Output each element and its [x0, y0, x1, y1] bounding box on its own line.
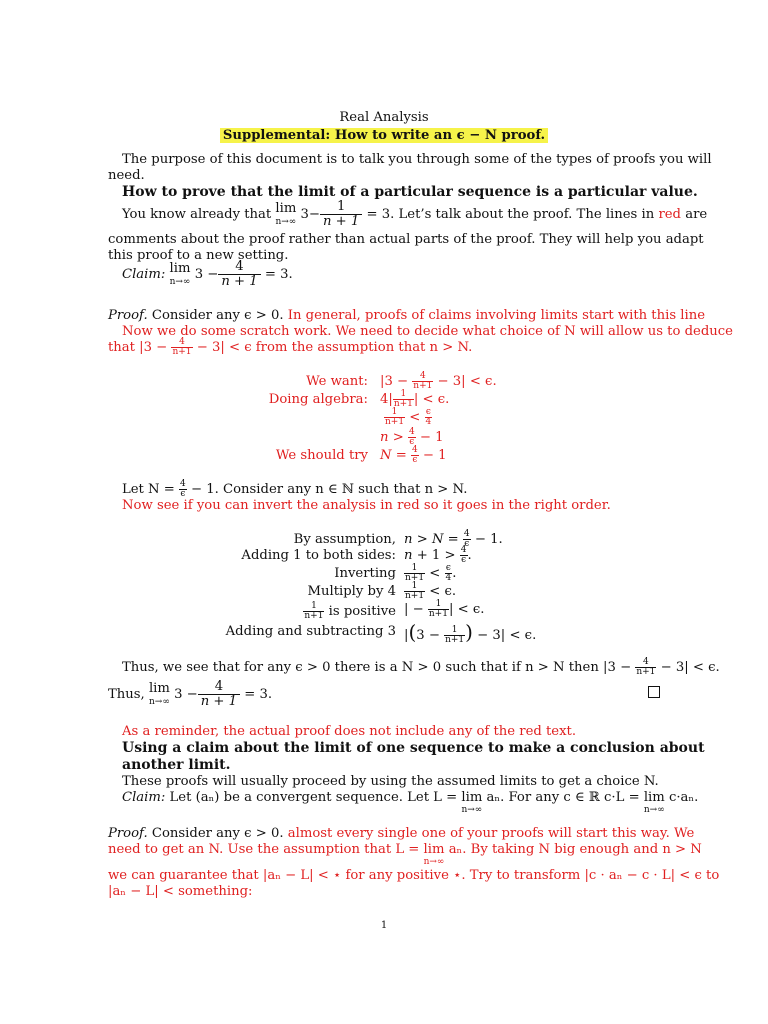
p1-mid: = 3. Let’s talk about the proof. The lines in	[366, 207, 655, 222]
proof-2-red2-start: need to get an N. Use the assumption that L =	[108, 842, 420, 857]
scratch-label-try: We should try	[275, 448, 368, 463]
step-value-1: n > N = $\frac{4}{\epsilon}$ − 1.	[404, 529, 503, 549]
red3-end: − 3| < ϵ from the assumption that n > N.	[196, 340, 473, 355]
conclusion-line-1	[122, 658, 720, 677]
fraction-4-over-n-plus-1: $\frac{4}{n + 1}$	[198, 680, 240, 709]
claim-2-label: Claim:	[122, 790, 166, 805]
document-title: Real Analysis	[339, 110, 429, 125]
section1-paragraph-line-2: comments about the proof rather than actual parts of the proof. They will help you adapt	[108, 232, 704, 247]
step-label-1: By assumption,	[293, 532, 396, 547]
step-label-5: $\frac{1}{n+1}$ is positive	[304, 601, 396, 621]
section2-heading-line-1: Using a claim about the limit of one sequence to make a conclusion about	[122, 740, 705, 756]
limit-notation: lim n→∞	[275, 201, 297, 227]
scratch-value-algebra: 4| $\frac{1}{n+1}$ | < ϵ.	[380, 389, 450, 409]
conclusion-start: Thus, we see that for any ϵ > 0 there is a N > 0 such that if n > N then |3 −	[122, 660, 632, 675]
small-fraction-4-over-n-plus-1: $\frac{4}{n+1}$	[636, 657, 656, 677]
proof-2-line-1	[108, 826, 694, 842]
fraction-4-over-n-plus-1: $\frac{4}{n + 1}$	[218, 260, 260, 289]
section1-paragraph-line-1: You know already that lim n→∞ 3− $\frac{1}{n + 1}$ = 3. Let’s talk about the proof. The lines in red are	[122, 199, 708, 229]
proof-1-red-comment: In general, proofs of claims involving limits start with this line	[287, 308, 706, 323]
proof-1-text: Consider any ϵ > 0.	[151, 308, 284, 323]
p1-start: You know already that	[122, 207, 272, 222]
scratch-value-invert: $\frac{1}{n+1}$ < $\frac{\epsilon}{4}$	[385, 407, 432, 427]
scratch-value-n-bound: n > $\frac{4}{\epsilon}$ − 1	[380, 427, 444, 447]
step-label-3: Inverting	[334, 566, 396, 581]
small-fraction-4-over-n-plus-1: $\frac{4}{n+1}$	[172, 337, 192, 357]
step-value-5: | − $\frac{1}{n+1}$ | < ϵ.	[404, 599, 485, 619]
document-subtitle	[0, 128, 768, 144]
subtitle-highlight: Supplemental: How to write an ϵ − N proof.	[220, 128, 548, 143]
proof-2-label: Proof.	[108, 826, 148, 841]
limit-notation: lim n→∞	[643, 790, 665, 815]
step-value-2: n + 1 > $\frac{4}{\epsilon}$ .	[404, 545, 472, 565]
page-number: 1	[380, 920, 388, 931]
section1-heading: How to prove that the limit of a particular sequence is a particular value.	[122, 184, 698, 200]
step-label-2: Adding 1 to both sides:	[241, 548, 396, 563]
small-fraction-4-over-epsilon: $\frac{4}{\epsilon}$	[180, 479, 186, 499]
p1-red-word: red	[658, 207, 681, 222]
section1-paragraph-line-3: this proof to a new setting.	[108, 248, 289, 263]
claim-2-mid: aₙ. For any c ∈ ℝ c·L =	[486, 790, 640, 805]
claim-1-label: Claim:	[122, 267, 166, 282]
let-n-red-comment: Now see if you can invert the analysis in red so it goes in the right order.	[122, 498, 611, 513]
fraction-1-over-n-plus-1: $\frac{1}{n + 1}$	[320, 200, 362, 229]
claim-1-tail: = 3.	[264, 267, 293, 282]
proof-1-label: Proof.	[108, 308, 148, 323]
conclusion-line-2: Thus, lim n→∞ 3 − $\frac{4}{n + 1}$ = 3.	[108, 679, 273, 709]
step-label-5-text: is positive	[328, 604, 396, 619]
red3-start: that |3 −	[108, 340, 168, 355]
conclusion-thus: Thus,	[108, 687, 145, 702]
claim-1: Claim: lim n→∞ 3 − $\frac{4}{n + 1}$ = 3.	[122, 259, 293, 289]
qed-box-icon	[648, 686, 660, 703]
let-n-line	[122, 480, 467, 499]
conclusion-tail: = 3.	[244, 687, 273, 702]
claim-2	[122, 790, 698, 815]
section2-heading-line-2: another limit.	[122, 757, 231, 773]
intro-line-1: The purpose of this document is to talk you through some of the types of proofs you will	[122, 152, 712, 167]
claim-2-end: c·aₙ.	[668, 790, 699, 805]
scratch-label-algebra: Doing algebra:	[268, 392, 368, 407]
let-n-end: − 1. Consider any n ∈ ℕ such that n > N.	[190, 482, 468, 497]
proof-2-red-line-4: |aₙ − L| < something:	[108, 884, 253, 899]
claim-2-text: Let (aₙ) be a convergent sequence. Let L =	[169, 790, 458, 805]
conclusion-end: − 3| < ϵ.	[660, 660, 720, 675]
limit-notation: lim n→∞	[461, 790, 483, 815]
let-n-start: Let N =	[122, 482, 175, 497]
proof-2-red-line-2	[108, 842, 702, 867]
step-value-4: $\frac{1}{n+1}$ < ϵ.	[405, 581, 457, 601]
limit-notation: lim n→∞	[148, 681, 170, 707]
proof-2-red-comment: almost every single one of your proofs will start this way. We	[287, 826, 695, 841]
step-value-3: $\frac{1}{n+1}$ < $\frac{\epsilon}{4}$ .	[405, 563, 457, 583]
reminder-red-text: As a reminder, the actual proof does not include any of the red text.	[122, 724, 577, 739]
p1-end: are	[685, 207, 708, 222]
scratch-value-want: |3 − $\frac{4}{n+1}$ − 3| < ϵ.	[380, 371, 497, 391]
proof-2-red2-end: aₙ. By taking N big enough and n > N	[448, 842, 702, 857]
limit-notation: lim n→∞	[423, 842, 445, 867]
proof-1-line-1	[108, 308, 705, 324]
proof-2-red-line-3: we can guarantee that |aₙ − L| < ⋆ for any positive ⋆. Try to transform |c · aₙ − c · L| < ϵ to	[108, 868, 720, 883]
step-value-6: |(3 − $\frac{1}{n+1}$ ) − 3| < ϵ.	[404, 620, 537, 645]
scratch-label-want: We want:	[306, 374, 368, 389]
intro-line-2: need.	[108, 168, 145, 183]
limit-notation: lim n→∞	[169, 261, 191, 287]
proof-2-text: Consider any ϵ > 0.	[151, 826, 284, 841]
step-label-4: Multiply by 4	[307, 584, 396, 599]
scratch-value-try: N = $\frac{4}{\epsilon}$ − 1	[380, 445, 447, 465]
proof-1-red-line-3	[108, 338, 472, 357]
section2-paragraph: These proofs will usually proceed by using the assumed limits to get a choice N.	[122, 774, 659, 789]
proof-1-red-line-2: Now we do some scratch work. We need to decide what choice of N will allow us to deduce	[122, 324, 733, 339]
step-label-6: Adding and subtracting 3	[225, 624, 396, 639]
